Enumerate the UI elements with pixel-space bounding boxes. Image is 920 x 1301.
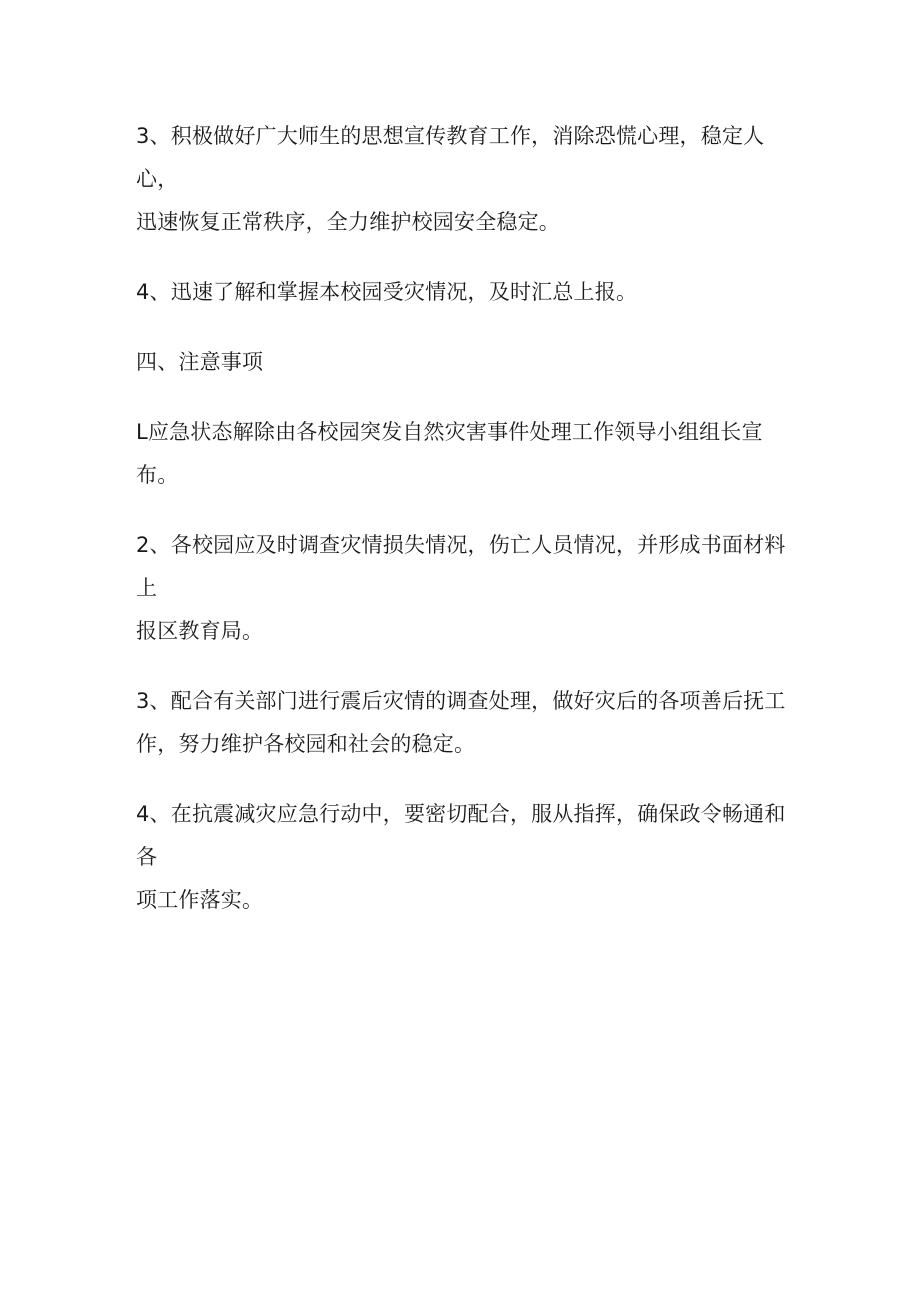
paragraph-note-1-emergency-end: L应急状态解除由各校园突发自然灾害事件处理工作领导小组组长宣布。	[136, 420, 763, 487]
paragraph-note-2-loss-survey: 2、各校园应及时调查灾情损失情况，伤亡人员情况，并形成书面材料上 报区教育局。	[136, 533, 786, 643]
paragraph-note-4-coordination: 4、在抗震减灾应急行动中，要密切配合，服从指挥，确保政令畅通和各 项工作落实。	[136, 802, 786, 912]
paragraph-item-4-damage-report: 4、迅速了解和掌握本校园受灾情况，及时汇总上报。	[136, 280, 638, 304]
document-body	[136, 115, 786, 949]
paragraph-note-3-aftermath: 3、配合有关部门进行震后灾情的调查处理，做好灾后的各项善后抚工 作，努力维护各校园和社会的稳定。	[136, 689, 786, 756]
section-heading-notes: 四、注意事项	[136, 350, 264, 374]
paragraph-item-3-propaganda: 3、积极做好广大师生的思想宣传教育工作，消除恐慌心理，稳定人心， 迅速恢复正常秩序，全力维护校园安全稳定。	[136, 124, 765, 234]
